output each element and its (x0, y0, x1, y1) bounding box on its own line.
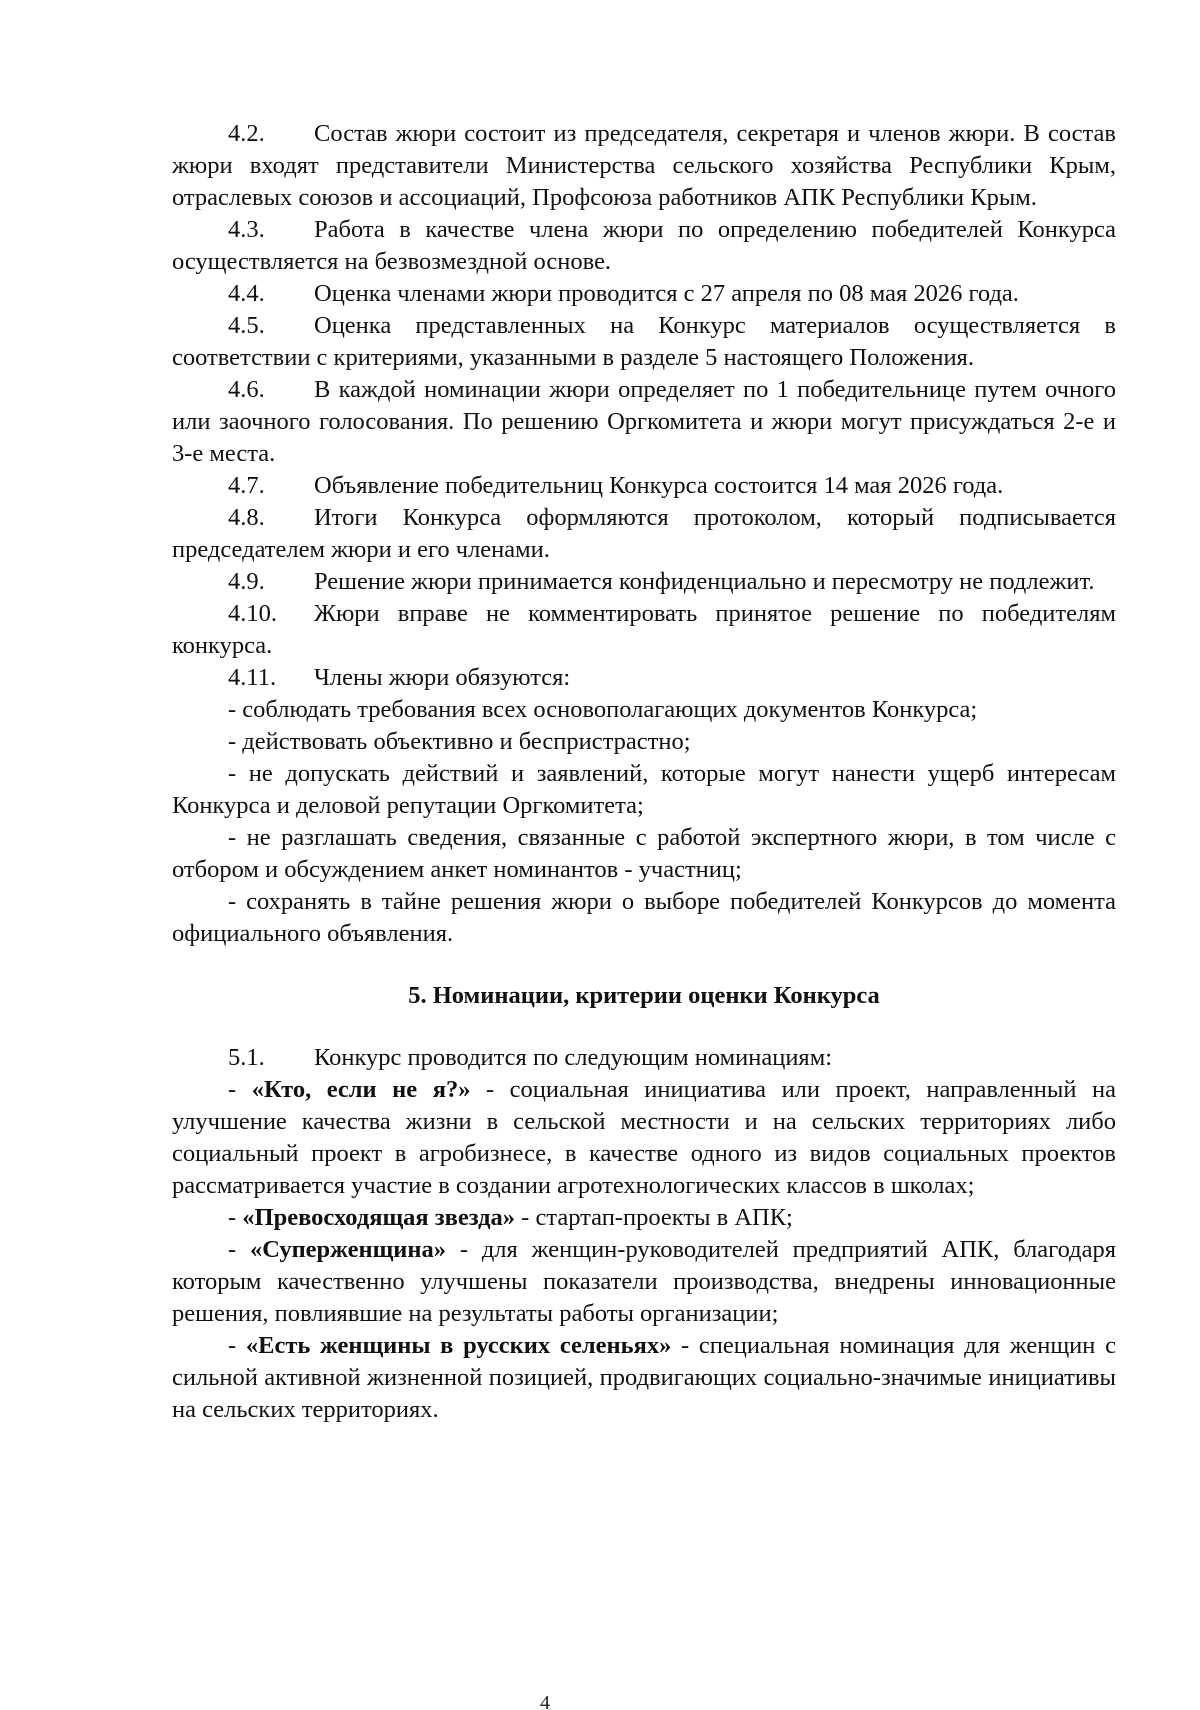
nomination-description: - для женщин-руководителей предприятий АПК, благодаря которым качественно улучшены показатели производства, внедрены инновационные решения, повлиявшие на результаты работы организации; (172, 1236, 1116, 1327)
clause-4-10 (172, 598, 1116, 662)
nomination-description: - социальная инициатива или проект, направленный на улучшение качества жизни в сельской местности и на сельских территориях либо социальный проект в агробизнесе, в качестве одного из видов социальных проектов рассматривается участие в создании агротехнологических классов в школах; (172, 1076, 1116, 1199)
nomination-item (172, 1330, 1116, 1426)
page-number: 4 (540, 1692, 550, 1710)
clause-5-1 (172, 1042, 1116, 1074)
nomination-prefix: - (228, 1076, 252, 1103)
nomination-name: «Есть женщины в русских селеньях» (245, 1332, 672, 1359)
nomination-item (172, 1074, 1116, 1202)
clause-text: Решение жюри принимается конфиденциально и пересмотру не подлежит. (314, 568, 1095, 595)
obligation-item: - действовать объективно и беспристрастно; (228, 728, 691, 755)
clause-4-5 (172, 310, 1116, 374)
clause-text: Итоги Конкурса оформляются протоколом, который подписывается председателем жюри и его членами. (172, 504, 1116, 563)
clause-4-9 (172, 566, 1116, 598)
clause-4-2 (172, 118, 1116, 214)
nomination-prefix: - (228, 1236, 250, 1263)
clause-number: 4.5. (228, 312, 265, 339)
document-page (172, 118, 1116, 1426)
clause-4-4 (172, 278, 1116, 310)
clause-number: 4.3. (228, 216, 265, 243)
clause-number: 4.8. (228, 504, 265, 531)
clause-4-7 (172, 470, 1116, 502)
clause-text: Работа в качестве члена жюри по определению победителей Конкурса осуществляется на безвозмездной основе. (172, 216, 1116, 275)
obligation-item: - не допускать действий и заявлений, которые могут нанести ущерб интересам Конкурса и деловой репутации Оргкомитета; (172, 760, 1116, 819)
clause-number: 4.9. (228, 568, 265, 595)
obligation-item: - соблюдать требования всех основополагающих документов Конкурса; (228, 696, 978, 723)
clause-text: Конкурс проводится по следующим номинациям: (314, 1044, 833, 1071)
clause-number: 4.6. (228, 376, 265, 403)
nomination-item (172, 1234, 1116, 1330)
obligation-item: - сохранять в тайне решения жюри о выборе победителей Конкурсов до момента официального объявления. (172, 888, 1116, 947)
obligation-item: - не разглашать сведения, связанные с работой экспертного жюри, в том числе с отбором и обсуждением анкет номинантов - участниц; (172, 824, 1116, 883)
clause-number: 4.2. (228, 120, 265, 147)
clause-text: Оценка членами жюри проводится с 27 апреля по 08 мая 2026 года. (314, 280, 1019, 307)
clause-text: Оценка представленных на Конкурс материалов осуществляется в соответствии с критериями, указанными в разделе 5 настоящего Положения. (172, 312, 1116, 371)
nomination-name: «Суперженщина» (249, 1236, 447, 1263)
nomination-item (172, 1202, 1116, 1234)
clause-4-6 (172, 374, 1116, 470)
nomination-prefix: - (228, 1332, 246, 1359)
nomination-name: «Превосходящая звезда» (242, 1204, 516, 1231)
nomination-description: - стартап-проекты в АПК; (515, 1204, 793, 1231)
nomination-prefix: - (228, 1204, 243, 1231)
nomination-name: «Кто, если не я?» (251, 1076, 471, 1103)
clause-text: Объявление победительниц Конкурса состоится 14 мая 2026 года. (314, 472, 1004, 499)
clause-number: 4.10. (228, 600, 277, 627)
clause-number: 4.11. (228, 664, 277, 691)
clause-text: Жюри вправе не комментировать принятое решение по победителям конкурса. (172, 600, 1116, 659)
clause-text: Члены жюри обязуются: (314, 664, 571, 691)
clause-text: В каждой номинации жюри определяет по 1 победительнице путем очного или заочного голосования. По решению Оргкомитета и жюри могут присуждаться 2-е и 3-е места. (172, 376, 1116, 467)
clause-4-3 (172, 214, 1116, 278)
nomination-description: - специальная номинация для женщин с сильной активной жизненной позицией, продвигающих социально-значимые инициативы на сельских территориях. (172, 1332, 1116, 1423)
clause-number: 4.4. (228, 280, 265, 307)
clause-number: 4.7. (228, 472, 265, 499)
clause-number: 5.1. (228, 1044, 265, 1071)
clause-text: Состав жюри состоит из председателя, секретаря и членов жюри. В состав жюри входят представители Министерства сельского хозяйства Республики Крым, отраслевых союзов и ассоциаций, Профсоюза работников АПК Республики Крым. (172, 120, 1116, 211)
clause-4-11 (172, 662, 1116, 694)
clause-4-8 (172, 502, 1116, 566)
section-5-heading: 5. Номинации, критерии оценки Конкурса (408, 982, 880, 1009)
